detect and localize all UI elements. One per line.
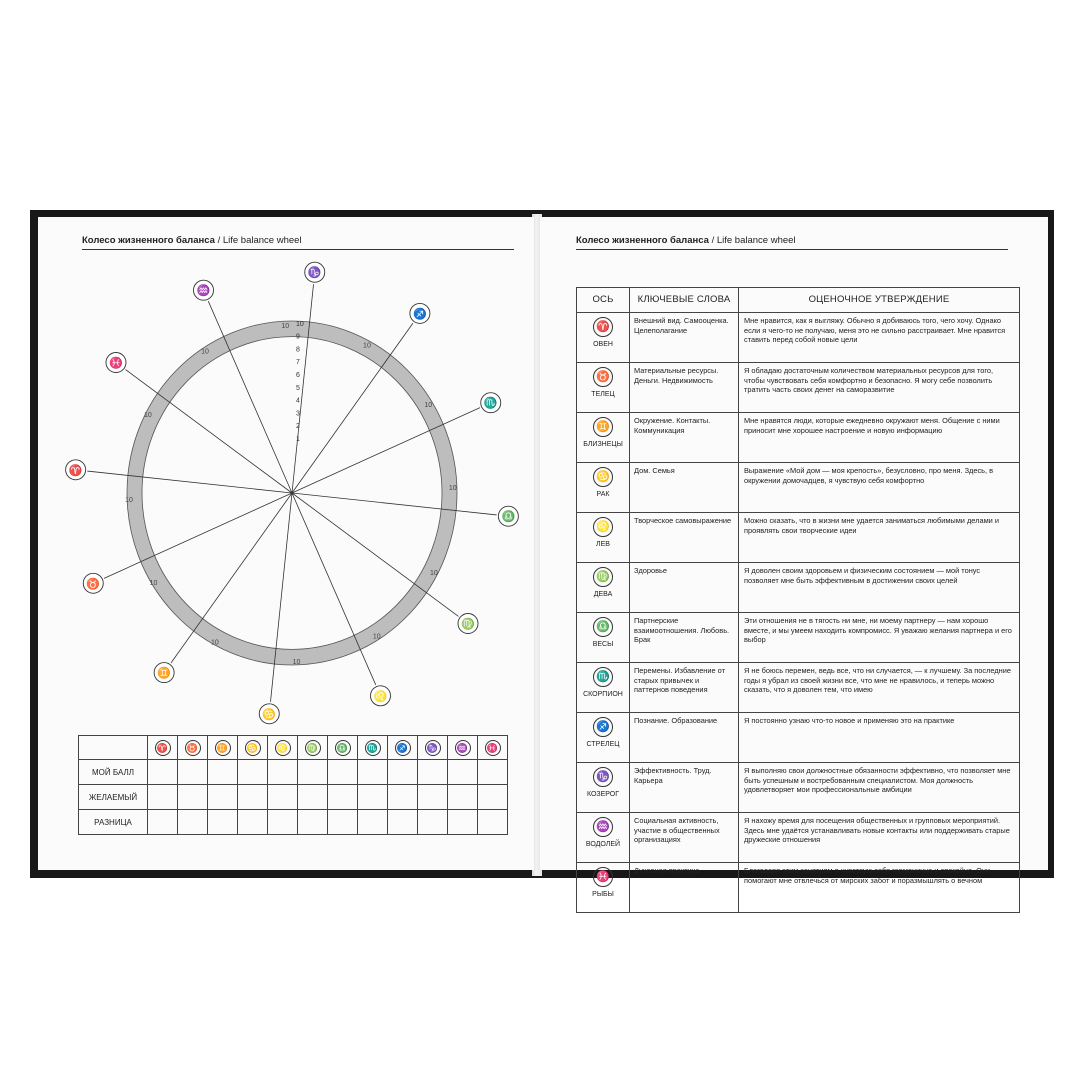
axes-table (576, 287, 1020, 913)
page-header-right (576, 235, 796, 246)
score-input-cell[interactable] (208, 785, 238, 810)
ring-max-label: 10 (210, 639, 219, 647)
score-input-cell[interactable] (178, 760, 208, 785)
score-input-cell[interactable] (238, 785, 268, 810)
zodiac-sign-icon: ♋ (593, 467, 613, 487)
score-input-cell[interactable] (328, 760, 358, 785)
zodiac-sign-name: БЛИЗНЕЦЫ (583, 441, 623, 448)
axis-cell (577, 713, 630, 763)
axis-row (577, 663, 1020, 713)
score-input-cell[interactable] (448, 785, 478, 810)
score-header-cell (298, 736, 328, 760)
axis-cell (577, 863, 630, 913)
axis-cell (577, 463, 630, 513)
zodiac-sign-icon: ♈ (68, 464, 83, 477)
col-keywords-header: КЛЮЧЕВЫЕ СЛОВА (630, 288, 739, 313)
score-input-cell[interactable] (328, 810, 358, 835)
left-page (38, 217, 534, 870)
statement-cell: Выражение «Мой дом — моя крепость», безусловно, про меня. Здесь, в окружении домочадцев, я чувствую себя комфортно (739, 463, 1020, 513)
score-input-cell[interactable] (298, 760, 328, 785)
score-input-cell[interactable] (358, 760, 388, 785)
scale-label: 6 (296, 372, 300, 379)
axis-cell (577, 613, 630, 663)
header-separator: / (217, 235, 221, 246)
zodiac-sign-icon: ♈ (155, 740, 171, 756)
scale-label: 8 (296, 346, 300, 354)
score-input-cell[interactable] (418, 810, 448, 835)
keywords-cell: Здоровье (630, 563, 739, 613)
zodiac-sign-name: ДЕВА (593, 591, 613, 598)
axis-cell (577, 763, 630, 813)
score-header-cell (418, 736, 448, 760)
zodiac-sign-icon: ♑ (593, 767, 613, 787)
score-input-cell[interactable] (478, 810, 508, 835)
score-input-cell[interactable] (268, 810, 298, 835)
keywords-cell: Перемены. Избавление от старых привычек и паттернов поведения (630, 663, 739, 713)
zodiac-sign-icon: ♍ (593, 567, 613, 587)
zodiac-sign-icon: ♒ (593, 817, 613, 837)
score-header-cell (148, 736, 178, 760)
zodiac-sign-icon: ♍ (461, 618, 475, 631)
statement-cell: Мне нравятся люди, которые ежедневно окружают меня. Общение с ними приносит мне хорошее настроение и новую информацию (739, 413, 1020, 463)
keywords-cell: Партнерские взаимоотношения. Любовь. Брак (630, 613, 739, 663)
axis-row (577, 863, 1020, 913)
score-header-cell (478, 736, 508, 760)
ring-max-label: 10 (363, 342, 371, 350)
score-input-cell[interactable] (478, 785, 508, 810)
ring-max-label: 10 (424, 401, 433, 409)
score-input-cell[interactable] (268, 760, 298, 785)
header-rule-right (576, 249, 1008, 250)
keywords-cell: Окружение. Контакты. Коммуникация (630, 413, 739, 463)
zodiac-sign-icon: ♍ (305, 740, 321, 756)
score-input-cell[interactable] (448, 810, 478, 835)
ring-max-label: 10 (125, 496, 133, 504)
statement-cell: Я обладаю достаточным количеством материальных ресурсов для того, чтобы чувствовать себя комфортно и безопасно. Я могу себе позволить тратить часть своих денег на саморазвитие (739, 363, 1020, 413)
score-input-cell[interactable] (448, 760, 478, 785)
zodiac-sign-name: ОВЕН (593, 341, 613, 348)
scale-label: 1 (296, 436, 300, 443)
zodiac-sign-icon: ♎ (335, 740, 351, 756)
zodiac-sign-icon: ♒ (455, 740, 471, 756)
zodiac-sign-icon: ♑ (307, 267, 322, 280)
axis-row (577, 513, 1020, 563)
keywords-cell: Духовная практика (630, 863, 739, 913)
score-input-cell[interactable] (478, 760, 508, 785)
zodiac-sign-icon: ♓ (485, 740, 501, 756)
score-header-cell (268, 736, 298, 760)
zodiac-sign-icon: ♓ (109, 357, 123, 370)
life-balance-wheel (38, 217, 534, 727)
zodiac-sign-icon: ♎ (501, 511, 516, 524)
axis-row (577, 713, 1020, 763)
axis-cell (577, 513, 630, 563)
scale-label: 2 (296, 423, 300, 431)
zodiac-sign-icon: ♉ (185, 740, 201, 756)
score-input-cell[interactable] (208, 760, 238, 785)
score-header-cell (448, 736, 478, 760)
zodiac-sign-name: ЛЕВ (596, 541, 610, 548)
ring-max-label: 10 (292, 658, 301, 666)
statement-cell: Можно сказать, что в жизни мне удается заниматься любимыми делами и проявлять свои творческие идеи (739, 513, 1020, 563)
score-header-cell (328, 736, 358, 760)
scale-label: 5 (296, 384, 300, 392)
ring-max-label: 10 (201, 348, 209, 356)
score-input-cell[interactable] (328, 785, 358, 810)
zodiac-sign-name: ВОДОЛЕЙ (585, 841, 621, 848)
axis-row (577, 613, 1020, 663)
score-input-cell[interactable] (148, 810, 178, 835)
statement-cell: Я не боюсь перемен, ведь все, что ни случается, — к лучшему. За последние годы я убрал из своей жизни все, что мне не нравилось, и теперь можно сказать, что я доволен тем, что имею (739, 663, 1020, 713)
score-input-cell[interactable] (208, 810, 238, 835)
zodiac-sign-icon: ♒ (196, 285, 211, 298)
score-header-cell (358, 736, 388, 760)
zodiac-sign-name: СКОРПИОН (583, 691, 623, 698)
zodiac-sign-icon: ♈ (593, 317, 613, 337)
score-header-cell (388, 736, 418, 760)
statement-cell: Я нахожу время для посещения общественных и групповых мероприятий. Здесь мне удаётся устанавливать новые контакты или поддерживать старые дружеские отношения (739, 813, 1020, 863)
ring-max-label: 10 (149, 580, 158, 588)
zodiac-sign-name: РАК (596, 491, 610, 498)
statement-cell: Я постоянно узнаю что-то новое и применяю это на практике (739, 713, 1020, 763)
zodiac-sign-name: КОЗЕРОГ (586, 791, 620, 798)
ring-max-label: 10 (448, 485, 457, 493)
score-input-cell[interactable] (358, 785, 388, 810)
ring-max-label: 10 (143, 412, 152, 420)
score-input-cell[interactable] (238, 760, 268, 785)
score-table-row (79, 760, 508, 785)
zodiac-sign-icon: ♓ (593, 867, 613, 887)
score-header-cell (238, 736, 268, 760)
zodiac-sign-icon: ♋ (245, 740, 261, 756)
zodiac-sign-icon: ♉ (593, 367, 613, 387)
statement-cell: Я выполняю свои должностные обязанности эффективно, что позволяет мне быть успешным и востребованным специалистом. Моя должность удовлетворяет мои профессиональные амбиции (739, 763, 1020, 813)
keywords-cell: Социальная активность, участие в общественных организациях (630, 813, 739, 863)
keywords-cell: Внешний вид. Самооценка. Целеполагание (630, 313, 739, 363)
zodiac-sign-name: ТЕЛЕЦ (591, 391, 615, 398)
axis-row (577, 313, 1020, 363)
score-input-cell[interactable] (268, 785, 298, 810)
zodiac-sign-icon: ♌ (593, 517, 613, 537)
ring-max-label: 10 (372, 633, 381, 641)
score-input-cell[interactable] (178, 810, 208, 835)
axis-row (577, 413, 1020, 463)
score-input-cell[interactable] (358, 810, 388, 835)
zodiac-sign-name: СТРЕЛЕЦ (586, 741, 620, 748)
score-row-label: РАЗНИЦА (79, 810, 148, 835)
axis-cell (577, 413, 630, 463)
score-table-header-row (79, 736, 508, 760)
zodiac-sign-icon: ♑ (425, 740, 441, 756)
score-input-cell[interactable] (298, 785, 328, 810)
keywords-cell: Творческое самовыражение (630, 513, 739, 563)
zodiac-sign-icon: ♏ (365, 740, 381, 756)
col-axis-header: ОСЬ (577, 288, 630, 313)
score-input-cell[interactable] (388, 810, 418, 835)
axis-cell (577, 663, 630, 713)
score-row-label: МОЙ БАЛЛ (79, 760, 148, 785)
zodiac-sign-icon: ♌ (373, 690, 388, 703)
axis-cell (577, 313, 630, 363)
keywords-cell: Эффективность. Труд. Карьера (630, 763, 739, 813)
header-separator-right: / (711, 235, 715, 246)
axis-row (577, 563, 1020, 613)
score-table (78, 735, 508, 835)
ring-max-label: 10 (430, 569, 438, 577)
score-input-cell[interactable] (298, 810, 328, 835)
axis-cell (577, 563, 630, 613)
score-input-cell[interactable] (148, 760, 178, 785)
zodiac-sign-icon: ♌ (275, 740, 291, 756)
scale-label: 3 (296, 410, 300, 418)
scale-label: 9 (296, 333, 300, 341)
score-input-cell[interactable] (148, 785, 178, 810)
score-input-cell[interactable] (178, 785, 208, 810)
statement-cell: Я доволен своим здоровьем и физическим состоянием — мой тонус позволяет мне быть эффективным в достижении своих целей (739, 563, 1020, 613)
score-header-cell (208, 736, 238, 760)
statement-cell: Эти отношения не в тягость ни мне, ни моему партнеру — нам хорошо вместе, и мы умеем находить компромисс. Я уважаю желания партнера и его выбор (739, 613, 1020, 663)
zodiac-sign-icon: ♋ (262, 708, 277, 721)
axis-row (577, 763, 1020, 813)
zodiac-sign-icon: ♉ (86, 578, 101, 591)
header-subtitle: Life balance wheel (222, 235, 302, 246)
zodiac-sign-icon: ♐ (593, 717, 613, 737)
zodiac-sign-name: РЫБЫ (592, 891, 614, 898)
score-input-cell[interactable] (388, 785, 418, 810)
zodiac-sign-name: ВЕСЫ (592, 641, 614, 648)
zodiac-sign-icon: ♏ (483, 397, 498, 410)
ring-max-label: 10 (281, 323, 290, 331)
axis-cell (577, 363, 630, 413)
statement-cell: Мне нравится, как я выгляжу. Обычно я добиваюсь того, чего хочу. Однако если я чего-то не получаю, меня это не сильно расстраивает. Мне нравится ставить перед собой новые цели (739, 313, 1020, 363)
header-title-right: Колесо жизненного баланса (576, 235, 709, 246)
col-statement-header: ОЦЕНОЧНОЕ УТВЕРЖДЕНИЕ (739, 288, 1020, 313)
axis-cell (577, 813, 630, 863)
zodiac-sign-icon: ♐ (413, 308, 427, 321)
score-table-row (79, 785, 508, 810)
zodiac-sign-icon: ♊ (215, 740, 231, 756)
zodiac-sign-icon: ♏ (593, 667, 613, 687)
zodiac-sign-icon: ♊ (593, 417, 613, 437)
header-subtitle-right: Life balance wheel (716, 235, 796, 246)
zodiac-sign-icon: ♊ (157, 667, 171, 680)
zodiac-sign-icon: ♐ (395, 740, 411, 756)
score-table-corner (79, 736, 148, 760)
axis-row (577, 813, 1020, 863)
scale-label: 7 (296, 359, 300, 367)
right-page (540, 217, 1048, 898)
axis-row (577, 463, 1020, 513)
keywords-cell: Материальные ресурсы. Деньги. Недвижимость (630, 363, 739, 413)
score-input-cell[interactable] (418, 760, 448, 785)
header-title: Колесо жизненного баланса (82, 235, 215, 246)
score-table-row (79, 810, 508, 835)
zodiac-sign-icon: ♎ (593, 617, 613, 637)
score-input-cell[interactable] (418, 785, 448, 810)
score-row-label: ЖЕЛАЕМЫЙ (79, 785, 148, 810)
scale-label: 4 (296, 397, 300, 405)
scale-label: 10 (296, 320, 304, 328)
score-header-cell (178, 736, 208, 760)
score-input-cell[interactable] (388, 760, 418, 785)
keywords-cell: Познание. Образование (630, 713, 739, 763)
keywords-cell: Дом. Семья (630, 463, 739, 513)
axis-row (577, 363, 1020, 413)
score-input-cell[interactable] (238, 810, 268, 835)
statement-cell: Благодаря этим занятиям я чувствую себя гармонично и спокойно. Они помогают мне отвлечься от мирских забот и поразмышлять о вечном (739, 863, 1020, 913)
